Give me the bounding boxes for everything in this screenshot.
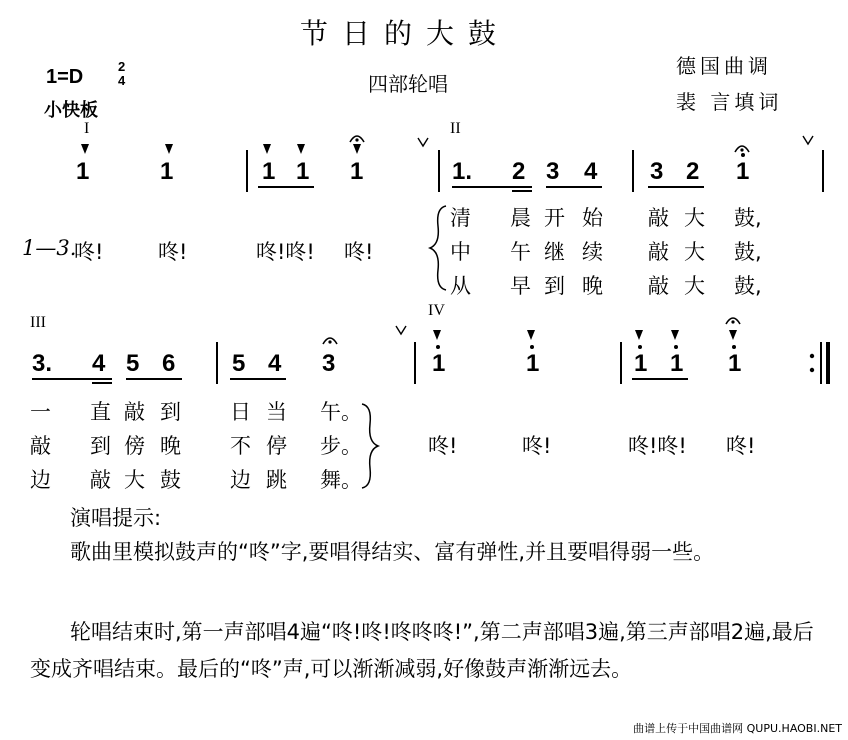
lyric-char: 大 [124, 468, 145, 492]
lyric-char: 午。 [320, 400, 362, 424]
drum-word: 咚! [726, 434, 756, 458]
section-marker-1: I [84, 120, 90, 137]
lyric-char: 鼓, [734, 206, 762, 230]
note: 1 [432, 350, 446, 377]
meter-top: 2 [118, 59, 126, 74]
note: 1 [76, 158, 90, 185]
lyricist-credit: 裴 言填词 [676, 90, 783, 114]
drum-word: 咚!咚! [256, 240, 315, 264]
lyric-char: 敲 [124, 400, 145, 424]
staccato-mark [433, 330, 441, 340]
note: 2 [512, 158, 526, 185]
footer-watermark: 曲谱上传于中国曲谱网 QUPU.HAOBI.NET [633, 722, 842, 735]
lyric-char: 晚 [160, 434, 181, 458]
drum-word: 咚! [158, 240, 188, 264]
composer-credit: 德国曲调 [676, 54, 772, 78]
section-marker-2: II [450, 120, 461, 137]
fermata-dot [731, 320, 734, 323]
lyric-char: 到 [544, 274, 565, 298]
lyric-char: 敲 [648, 240, 669, 264]
note: 1. [452, 158, 473, 185]
verse-marker: 1—3. [22, 236, 77, 260]
section-marker-4: IV [428, 302, 445, 319]
staccato-mark [527, 330, 535, 340]
tips-paragraph-2: 轮唱结束时,第一声部唱4遍“咚!咚!咚咚咚!”,第二声部唱3遍,第三声部唱2遍,最后变成齐唱结束。最后的“咚”声,可以渐渐减弱,好像鼓声渐渐远去。 [30, 620, 814, 681]
lyric-char: 边 [230, 468, 251, 492]
note: 3. [32, 350, 53, 377]
note: 4 [268, 350, 282, 377]
lyric-char: 敲 [90, 468, 111, 492]
lyric-char: 敲 [648, 274, 669, 298]
drum-word: 咚! [344, 240, 374, 264]
lyric-char: 直 [90, 400, 111, 424]
octave-dot [674, 345, 678, 349]
lyric-char: 大 [684, 274, 705, 298]
lyric-char: 鼓 [160, 468, 181, 492]
note: 1 [350, 158, 364, 185]
breath-mark [396, 326, 406, 334]
note: 3 [546, 158, 560, 185]
staccato-mark [671, 330, 679, 340]
octave-dot [741, 153, 745, 157]
brace [430, 206, 446, 290]
lyric-char: 午 [510, 240, 531, 264]
staccato-mark [81, 144, 89, 154]
lyric-char: 鼓, [734, 240, 762, 264]
note: 1 [634, 350, 648, 377]
note: 1 [670, 350, 684, 377]
repeat-dot [810, 354, 814, 358]
song-title: 节日的大鼓 [300, 17, 511, 50]
lyric-char: 傍 [124, 434, 145, 458]
note: 3 [322, 350, 336, 377]
brace [362, 404, 378, 488]
octave-dot [436, 345, 440, 349]
staccato-mark [297, 144, 305, 154]
note: 1 [262, 158, 276, 185]
drum-word: 咚! [74, 240, 104, 264]
staccato-mark [165, 144, 173, 154]
lyric-char: 停 [266, 434, 287, 458]
lyric-char: 舞。 [320, 468, 362, 492]
tips-heading: 演唱提示: [70, 506, 162, 530]
staccato-mark [635, 330, 643, 340]
lyric-char: 到 [160, 400, 181, 424]
lyric-char: 鼓, [734, 274, 762, 298]
drum-word: 咚!咚! [628, 434, 687, 458]
note: 5 [126, 350, 140, 377]
staccato-mark [353, 144, 361, 154]
lyric-char: 中 [450, 240, 471, 264]
note: 1 [728, 350, 742, 377]
lyric-char: 跳 [266, 468, 287, 492]
lyric-char: 步。 [320, 434, 362, 458]
lyric-char: 早 [510, 274, 531, 298]
fermata-dot [328, 340, 331, 343]
lyric-char: 不 [230, 434, 251, 458]
lyric-char: 大 [684, 206, 705, 230]
note: 1 [160, 158, 174, 185]
lyric-char: 边 [30, 468, 51, 492]
lyric-char: 开 [544, 206, 565, 230]
lyric-char: 当 [266, 400, 287, 424]
lyric-char: 日 [230, 400, 251, 424]
staccato-mark [729, 330, 737, 340]
note: 1 [736, 158, 750, 185]
lyric-char: 清 [450, 206, 471, 230]
lyric-char: 继 [544, 240, 565, 264]
tips-paragraph-1: 歌曲里模拟鼓声的“咚”字,要唱得结实、富有弹性,并且要唱得弱一些。 [70, 540, 715, 564]
note: 4 [92, 350, 106, 377]
fermata-dot [740, 148, 743, 151]
drum-word: 咚! [428, 434, 458, 458]
lyric-char: 始 [582, 206, 603, 230]
tempo-marking: 小快板 [44, 100, 98, 121]
note: 5 [232, 350, 246, 377]
note: 6 [162, 350, 176, 377]
octave-dot [530, 345, 534, 349]
meter-bottom: 4 [118, 73, 126, 88]
octave-dot [638, 345, 642, 349]
breath-mark [803, 136, 813, 144]
lyric-char: 敲 [30, 434, 51, 458]
lyric-char: 晚 [582, 274, 603, 298]
breath-mark [418, 138, 428, 146]
note: 4 [584, 158, 598, 185]
note: 2 [686, 158, 700, 185]
lyric-char: 敲 [648, 206, 669, 230]
fermata-dot [355, 138, 358, 141]
section-marker-3: III [30, 314, 46, 331]
staccato-mark [263, 144, 271, 154]
octave-dot [732, 345, 736, 349]
note: 3 [650, 158, 664, 185]
lyric-char: 续 [582, 240, 603, 264]
note: 1 [296, 158, 310, 185]
key-signature: 1=D [46, 66, 84, 88]
lyric-char: 到 [90, 434, 111, 458]
note: 1 [526, 350, 540, 377]
repeat-dot [810, 368, 814, 372]
lyric-char: 从 [450, 274, 471, 298]
lyric-char: 大 [684, 240, 705, 264]
drum-word: 咚! [522, 434, 552, 458]
subtitle: 四部轮唱 [368, 72, 448, 96]
lyric-char: 晨 [510, 206, 531, 230]
lyric-char: 一 [30, 400, 51, 424]
